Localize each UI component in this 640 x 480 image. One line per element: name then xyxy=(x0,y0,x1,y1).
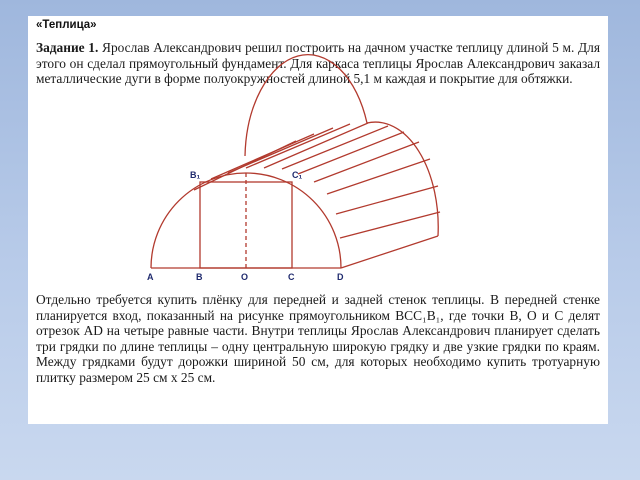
slide-panel xyxy=(28,16,608,424)
roof-line-9 xyxy=(327,159,430,194)
back-arch-right xyxy=(367,122,438,236)
roof-line-10 xyxy=(336,186,438,214)
right-base xyxy=(341,236,438,268)
page-title: «Теплица» xyxy=(36,19,97,31)
task-text-1: Ярослав Александрович решил построить на дачном участке теплицу длиной 5 м. Для этого он сделал прямоугольный фундамент. Для каркаса теплицы Ярослав Александрович заказал металлические дуги в форме полуокружностей длиной 5,1 м каждая и покрытие для обтяжки. xyxy=(36,40,600,87)
roof-line-6 xyxy=(282,126,388,169)
label-c: C xyxy=(288,272,295,282)
task-label: Задание 1. xyxy=(36,40,99,55)
label-d: D xyxy=(337,272,344,282)
roof-line-5 xyxy=(264,123,368,168)
roof-line-11 xyxy=(340,212,440,238)
label-o: O xyxy=(241,272,249,282)
back-arch xyxy=(245,55,367,156)
label-b: B xyxy=(196,272,203,282)
task-paragraph-2: Отдельно требуется купить плёнку для передней и задней стенок теплицы. В передней стенке планируется вход, показанный на рисунке прямоугольником BCC₁B₁, где точки B, O и C делят отрезок AD на четыре равные части. Внутри теплицы Ярослав Александрович планирует сделать три грядки по длине теплицы – одну центральную широкую грядку и две узкие грядки по краям. Между грядками будут дорожки шириной 50 см, для которых необходимо купить тротуарную плитку размером 25 см x 25 см. xyxy=(36,292,600,385)
label-c1: C₁ xyxy=(292,170,303,180)
roof-line-4 xyxy=(246,124,350,168)
label-a: A xyxy=(147,272,154,282)
label-b1: B₁ xyxy=(190,170,201,180)
